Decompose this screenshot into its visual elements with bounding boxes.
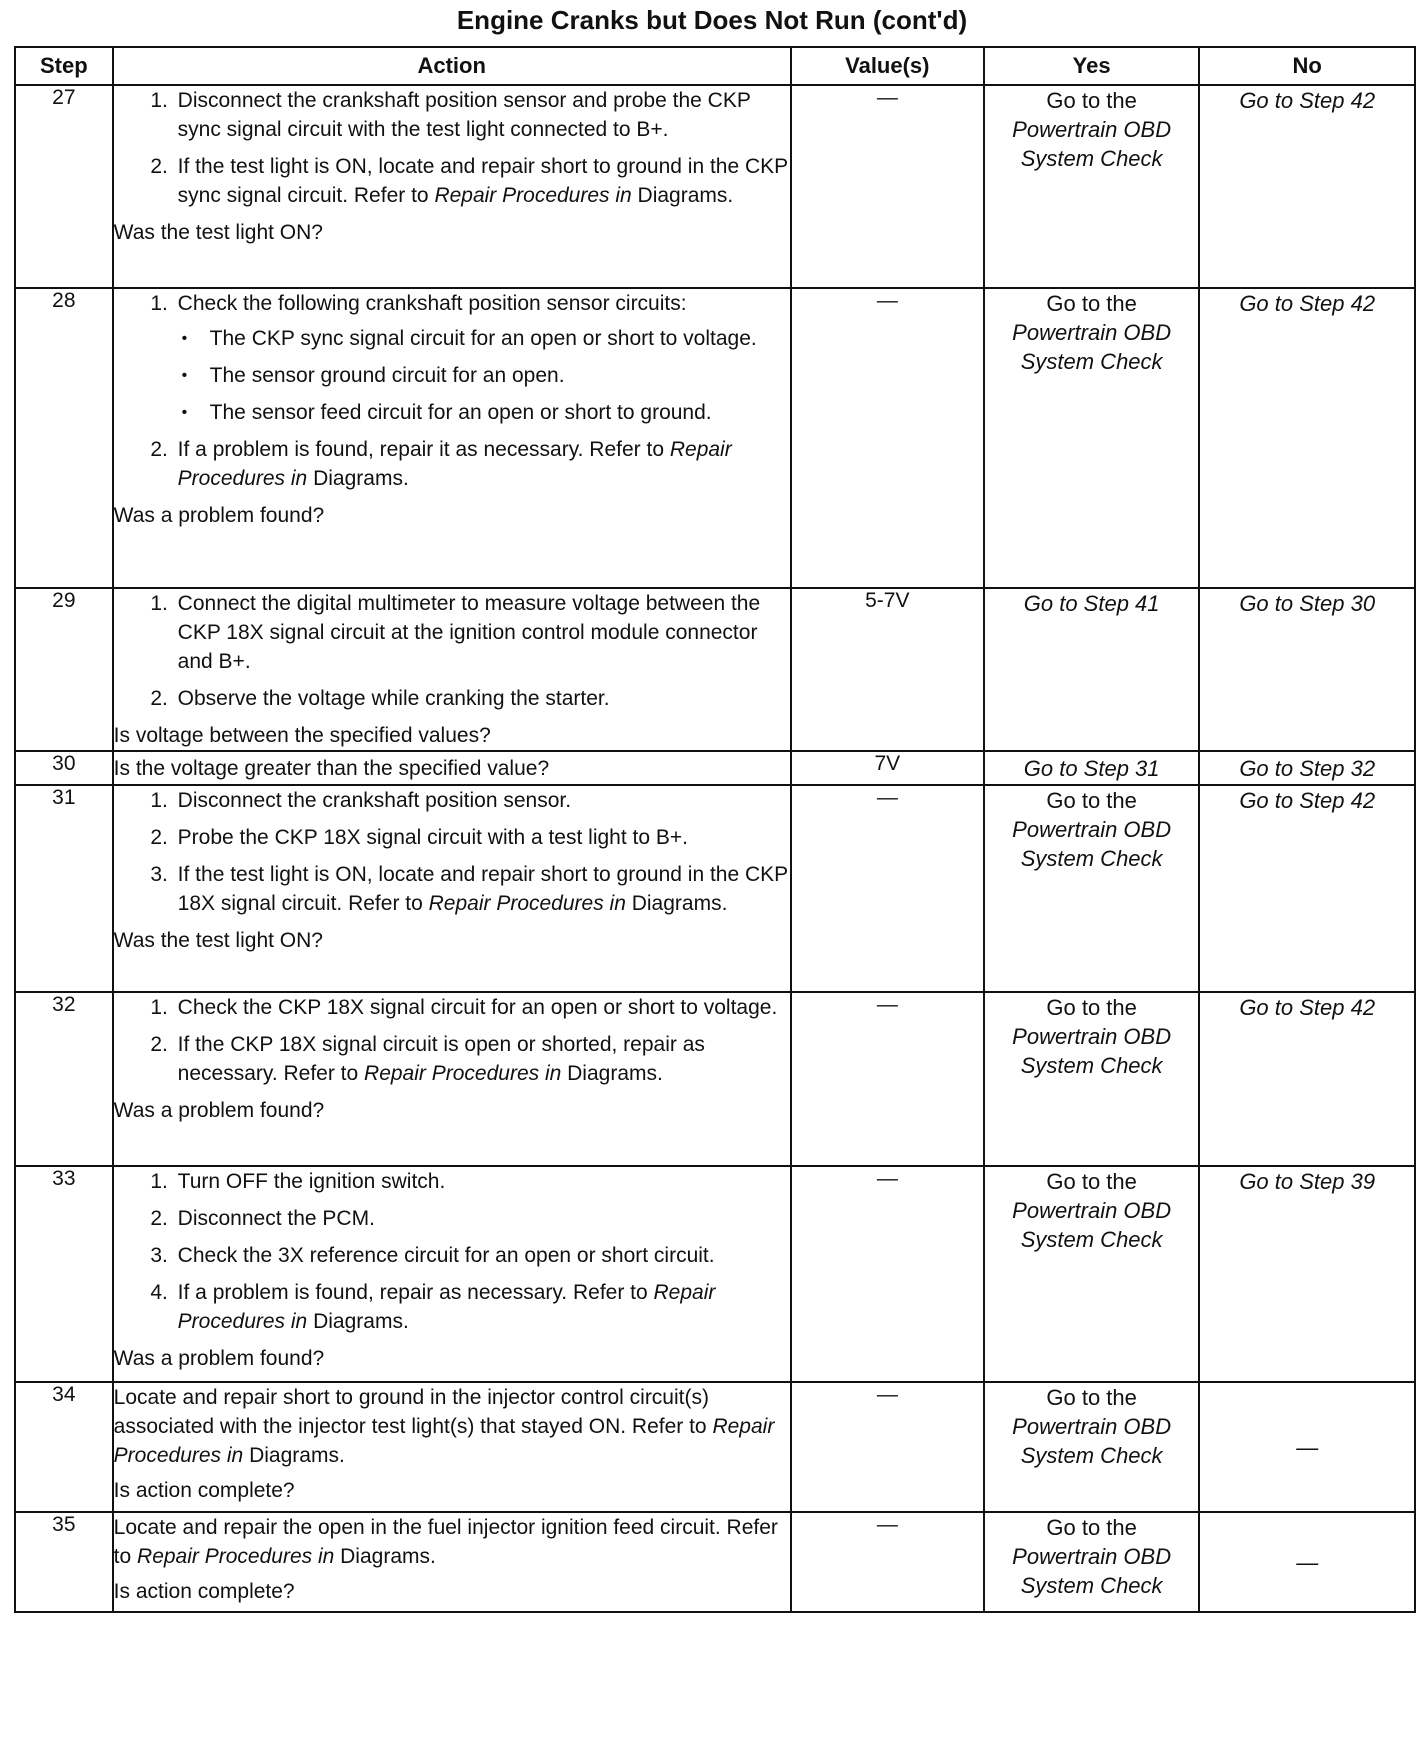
no-cell: Go to Step 42 — [1199, 992, 1415, 1166]
step-number: 34 — [15, 1382, 113, 1512]
yes-line2: Powertrain OBD — [1012, 1198, 1172, 1223]
value-cell: — — [791, 1382, 984, 1512]
yes-line2: Powertrain OBD — [1012, 1544, 1172, 1569]
action-text: Locate and repair the open in the fuel injector ignition feed circuit. Refer to Repair Procedures in Diagrams. — [113, 1516, 778, 1568]
step-number: 31 — [15, 785, 113, 992]
action-bullet: • The CKP sync signal circuit for an open or short to voltage. — [206, 324, 790, 353]
action-steps — [114, 1167, 790, 1336]
yes-cell: Go to Step 41 — [984, 588, 1200, 751]
action-bullet: • The sensor feed circuit for an open or short to ground. — [206, 398, 790, 427]
value-cell: 7V — [791, 751, 984, 785]
action-question: Was a problem found? — [113, 1099, 325, 1122]
yes-line3: System Check — [1020, 1053, 1163, 1078]
yes-line3: System Check — [1020, 1443, 1163, 1468]
action-cell — [113, 1382, 791, 1512]
action-step: 1. Turn OFF the ignition switch. — [174, 1167, 790, 1196]
action-step-text: Check the following crankshaft position sensor circuits: — [177, 292, 687, 315]
header-values: Value(s) — [791, 47, 984, 85]
yes-line3: System Check — [1020, 1573, 1163, 1598]
action-steps — [114, 289, 790, 493]
action-bullet: • The sensor ground circuit for an open. — [206, 361, 790, 390]
yes-line2: Powertrain OBD — [1012, 1414, 1172, 1439]
action-steps — [114, 993, 790, 1088]
yes-line1: Go to the — [1046, 1385, 1137, 1410]
action-bullets — [178, 324, 790, 427]
yes-cell — [984, 992, 1200, 1166]
action-step: 2. Probe the CKP 18X signal circuit with a test light to B+. — [174, 823, 790, 852]
yes-line2: Powertrain OBD — [1012, 320, 1172, 345]
table-row-step-28 — [15, 288, 1415, 588]
table-row-step-34 — [15, 1382, 1415, 1512]
no-cell: — — [1199, 1382, 1415, 1512]
value-cell: — — [791, 785, 984, 992]
yes-line2: Powertrain OBD — [1012, 817, 1172, 842]
step-number: 35 — [15, 1512, 113, 1612]
action-cell — [113, 785, 791, 992]
yes-line1: Go to the — [1046, 1169, 1137, 1194]
yes-line3: System Check — [1020, 349, 1163, 374]
step-number: 30 — [15, 751, 113, 785]
no-cell: — — [1199, 1512, 1415, 1612]
action-steps — [114, 786, 790, 918]
action-step: 1. Connect the digital multimeter to measure voltage between the CKP 18X signal circuit at the ignition control module connector and B+. — [174, 589, 790, 676]
action-cell — [113, 1512, 791, 1612]
page-title: Engine Cranks but Does Not Run (cont'd) — [456, 5, 968, 35]
action-question: Was a problem found? — [113, 1347, 325, 1370]
yes-line2: Powertrain OBD — [1012, 117, 1172, 142]
header-action: Action — [113, 47, 791, 85]
no-cell: Go to Step 42 — [1199, 85, 1415, 288]
yes-cell — [984, 288, 1200, 588]
table-row-step-33 — [15, 1166, 1415, 1382]
action-text: Locate and repair short to ground in the injector control circuit(s) associated with the injector test light(s) that stayed ON. Refer to Repair Procedures in Diagrams. — [113, 1386, 775, 1467]
action-steps — [114, 589, 790, 713]
yes-cell — [984, 1382, 1200, 1512]
yes-line3: System Check — [1020, 846, 1163, 871]
table-header-row — [15, 47, 1415, 85]
yes-line1: Go to the — [1046, 1515, 1137, 1540]
action-step: 2. If a problem is found, repair it as necessary. Refer to Repair Procedures in Diagrams. — [174, 435, 790, 493]
action-question: Is action complete? — [113, 1479, 295, 1502]
yes-line1: Go to the — [1046, 788, 1137, 813]
yes-cell — [984, 1166, 1200, 1382]
table-row-step-32 — [15, 992, 1415, 1166]
no-cell: Go to Step 42 — [1199, 785, 1415, 992]
action-step: 2. Observe the voltage while cranking the starter. — [174, 684, 790, 713]
yes-line2: Powertrain OBD — [1012, 1024, 1172, 1049]
yes-cell — [984, 1512, 1200, 1612]
value-cell: — — [791, 1512, 984, 1612]
action-step: 2. If the test light is ON, locate and repair short to ground in the CKP sync signal circuit. Refer to Repair Procedures in Diagrams. — [174, 152, 790, 210]
yes-line3: System Check — [1020, 146, 1163, 171]
action-cell — [113, 85, 791, 288]
action-step: 1. Disconnect the crankshaft position sensor and probe the CKP sync signal circuit with the test light connected to B+. — [174, 86, 790, 144]
no-cell: Go to Step 30 — [1199, 588, 1415, 751]
action-step: 3. If the test light is ON, locate and repair short to ground in the CKP 18X signal circuit. Refer to Repair Procedures in Diagrams. — [174, 860, 790, 918]
value-cell: — — [791, 992, 984, 1166]
yes-cell — [984, 85, 1200, 288]
no-cell: Go to Step 42 — [1199, 288, 1415, 588]
table-row-step-27 — [15, 85, 1415, 288]
yes-line1: Go to the — [1046, 88, 1137, 113]
step-number: 32 — [15, 992, 113, 1166]
step-number: 27 — [15, 85, 113, 288]
action-question: Was the test light ON? — [113, 221, 323, 244]
action-cell — [113, 992, 791, 1166]
action-step: 1. Disconnect the crankshaft position sensor. — [174, 786, 790, 815]
step-number: 33 — [15, 1166, 113, 1382]
table-row-step-30 — [15, 751, 1415, 785]
action-cell — [113, 1166, 791, 1382]
value-cell: — — [791, 288, 984, 588]
yes-line1: Go to the — [1046, 995, 1137, 1020]
step-number: 29 — [15, 588, 113, 751]
table-row-step-35 — [15, 1512, 1415, 1612]
header-no: No — [1199, 47, 1415, 85]
action-question: Is action complete? — [113, 1580, 295, 1603]
action-question: Was the test light ON? — [113, 929, 323, 952]
yes-cell: Go to Step 31 — [984, 751, 1200, 785]
action-cell — [113, 588, 791, 751]
no-cell: Go to Step 39 — [1199, 1166, 1415, 1382]
step-number: 28 — [15, 288, 113, 588]
yes-cell — [984, 785, 1200, 992]
header-step: Step — [15, 47, 113, 85]
action-question: Is the voltage greater than the specified value? — [113, 756, 550, 780]
yes-line1: Go to the — [1046, 291, 1137, 316]
value-cell: — — [791, 1166, 984, 1382]
value-cell: 5-7V — [791, 588, 984, 751]
action-step: 4. If a problem is found, repair as necessary. Refer to Repair Procedures in Diagrams. — [174, 1278, 790, 1336]
header-yes: Yes — [984, 47, 1200, 85]
yes-line3: System Check — [1020, 1227, 1163, 1252]
action-step: 2. If the CKP 18X signal circuit is open or shorted, repair as necessary. Refer to Repair Procedures in Diagrams. — [174, 1030, 790, 1088]
value-cell: — — [791, 85, 984, 288]
action-step — [174, 289, 790, 427]
action-step: 1. Check the CKP 18X signal circuit for an open or short to voltage. — [174, 993, 790, 1022]
diagnostic-table — [14, 46, 1416, 1613]
no-cell: Go to Step 32 — [1199, 751, 1415, 785]
action-cell — [113, 751, 791, 785]
action-step: 2. Disconnect the PCM. — [174, 1204, 790, 1233]
action-question: Is voltage between the specified values? — [113, 724, 491, 747]
action-step: 3. Check the 3X reference circuit for an open or short circuit. — [174, 1241, 790, 1270]
action-cell — [113, 288, 791, 588]
action-steps — [114, 86, 790, 210]
table-row-step-31 — [15, 785, 1415, 992]
action-question: Was a problem found? — [113, 504, 325, 527]
table-row-step-29 — [15, 588, 1415, 751]
